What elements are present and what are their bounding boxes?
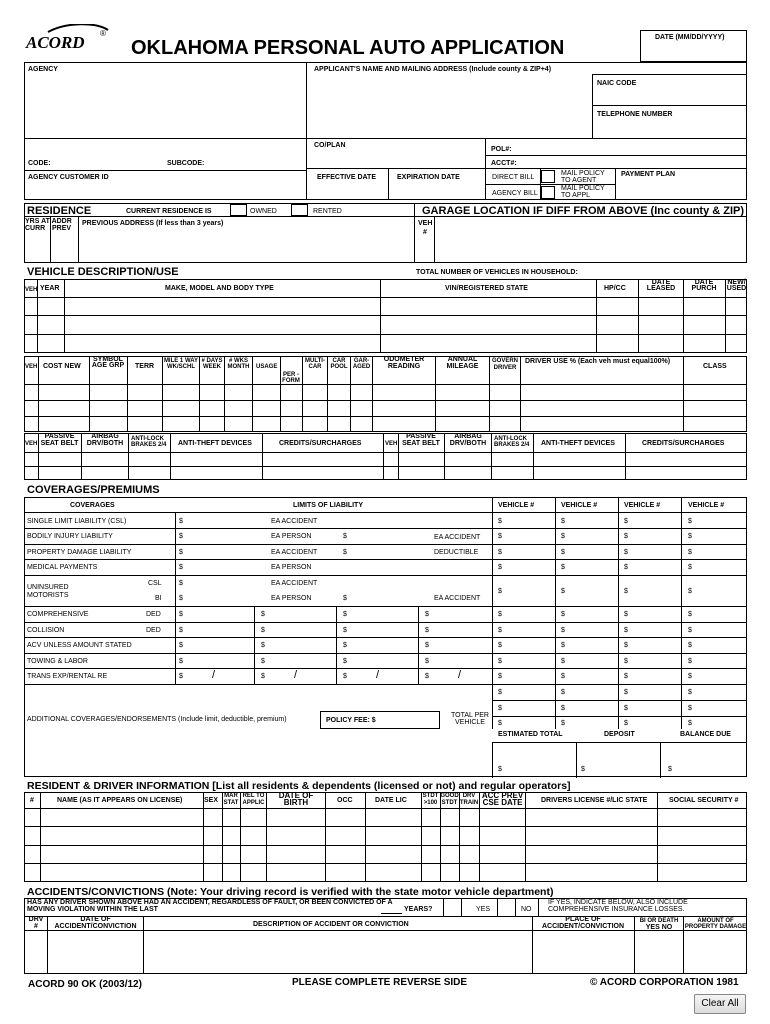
coverages-title: COVERAGES/PREMIUMS (27, 484, 160, 496)
vehicle-premium-dollar: $ (561, 533, 565, 540)
passive2-col-label: PASSIVE SEAT BELT (402, 433, 440, 447)
coverage-row-trans: TRANS EXP/RENTAL RE (27, 673, 108, 680)
agency-bill-label[interactable]: AGENCY BILL (492, 190, 538, 197)
trans-slash: / (294, 669, 298, 681)
vehicle-premium-dollar: $ (688, 658, 692, 665)
vehicle-premium-dollar: $ (498, 673, 502, 680)
antitheft2-col-label: ANTI-THEFT DEVICES (541, 440, 615, 447)
vin-col-label: VIN/REGISTERED STATE (445, 285, 528, 292)
limit-dollar: $ (425, 658, 429, 665)
drv-num-col-label: DRV # (28, 916, 44, 930)
amount-col-label: AMOUNT OF PROPERTY DAMAGE (684, 918, 747, 931)
terr-col-label: TERR (135, 363, 155, 370)
logo-registered-mark: ® (100, 29, 106, 38)
agency-bill-checkbox[interactable] (541, 186, 555, 199)
limits-col-label: LIMITS OF LIABILITY (293, 502, 363, 509)
naic-label: NAIC CODE (597, 80, 637, 87)
passive-col-label: PASSIVE SEAT BELT (40, 433, 79, 447)
veh2-col-label: VEH (25, 364, 38, 370)
airbag-col-label: AIRBAG DRV/BOTH (86, 433, 124, 447)
vehicle-premium-dollar: $ (561, 564, 565, 571)
vehicle-premium-dollar: $ (498, 611, 502, 618)
limit-dollar: $ (179, 595, 183, 602)
vehicle-premium-dollar: $ (498, 533, 502, 540)
govern-col-label: GOVERN DRIVER (491, 358, 518, 371)
previous-address-label: PREVIOUS ADDRESS (If less than 3 years) (82, 220, 224, 227)
applicant-label: APPLICANT'S NAME AND MAILING ADDRESS (Include county & ZIP+4) (314, 66, 552, 73)
ea-accident-bi: EA ACCIDENT (434, 534, 481, 541)
limit-dollar: $ (425, 611, 429, 618)
limit-dollar: $ (261, 673, 265, 680)
coplan-label: CO/PLAN (314, 142, 346, 149)
acc-date-col-label: DATE OF ACCIDENT/CONVICTION (54, 916, 137, 930)
limit-dollar: $ (179, 564, 183, 571)
vehicle-premium-dollar: $ (624, 533, 628, 540)
credits-col-label: CREDITS/SURCHARGES (279, 440, 362, 447)
drv-train-col-label: DRV TRAIN (459, 793, 479, 806)
coverage-row-um: UNINSURED MOTORISTS (27, 584, 69, 600)
total-per-vehicle-label: TOTAL PER VEHICLE (451, 712, 489, 726)
class-col-label: CLASS (703, 363, 727, 370)
vehicle-premium-dollar: $ (561, 518, 565, 525)
vehicle-premium-dollar: $ (688, 642, 692, 649)
year-col-label: YEAR (40, 285, 60, 292)
vehicle-premium-dollar: $ (624, 627, 628, 634)
mar-stat-col-label: MAR STAT (223, 793, 239, 806)
vehicle-premium-dollar: $ (688, 588, 692, 595)
vehicle-premium-dollar: $ (498, 564, 502, 571)
limit-dollar: $ (179, 658, 183, 665)
stdt-col-label: STDT >100 (422, 793, 439, 806)
veh3-col-label: VEH (25, 441, 38, 447)
expiration-date-label: EXPIRATION DATE (397, 174, 460, 181)
balance-due-label: BALANCE DUE (680, 731, 731, 738)
vehicle-premium-dollar: $ (688, 533, 692, 540)
vehicle-premium-dollar: $ (498, 588, 502, 595)
coverage-row-bi: BODILY INJURY LIABILITY (27, 533, 113, 540)
date-leased-col-label: DATE LEASED (646, 279, 676, 293)
vehicle-premium-dollar: $ (624, 564, 628, 571)
days-col-label: # DAYS WEEK (201, 358, 223, 370)
veh-col-label: VEH (25, 287, 38, 293)
copyright: © ACORD CORPORATION 1981 (590, 977, 739, 988)
bi-death-col-label: BI OR DEATH (639, 918, 679, 924)
limit-dollar: $ (179, 580, 183, 587)
antitheft-col-label: ANTI-THEFT DEVICES (178, 440, 252, 447)
trans-slash: / (458, 669, 462, 681)
current-residence-label: CURRENT RESIDENCE IS (126, 208, 212, 215)
additional-coverages-label: ADDITIONAL COVERAGES/ENDORSEMENTS (Include limit, deductible, premium) (27, 716, 287, 723)
acord-logo (26, 30, 110, 52)
vehicle-premium-dollar: $ (498, 705, 502, 712)
vehicle-premium-dollar: $ (624, 689, 628, 696)
vehicle-premium-dollar: $ (498, 627, 502, 634)
date-lic-col-label: DATE LIC (375, 797, 407, 804)
ssn-col-label: SOCIAL SECURITY # (669, 797, 739, 804)
symbol-col-label: SYMBOL AGE GRP (91, 356, 125, 370)
vehicle-premium-dollar: $ (498, 720, 502, 727)
vehicle-premium-dollar: $ (688, 564, 692, 571)
page-title: OKLAHOMA PERSONAL AUTO APPLICATION (131, 37, 565, 59)
yrs-at-addr-label: YRS AT ADDR (25, 218, 72, 225)
csl-label: CSL (148, 580, 162, 587)
vehicle-premium-dollar: $ (561, 611, 565, 618)
vehicle-premium-dollar: $ (498, 658, 502, 665)
vehicle-premium-dollar: $ (561, 720, 565, 727)
residence-title: RESIDENCE (27, 205, 92, 217)
yes-label: YES (476, 906, 491, 913)
coverage-row-med: MEDICAL PAYMENTS (27, 564, 98, 571)
telephone-label: TELEPHONE NUMBER (597, 111, 673, 118)
limit-dollar: $ (343, 627, 347, 634)
payment-plan-label: PAYMENT PLAN (621, 171, 676, 178)
vehicle-premium-dollar: $ (561, 705, 565, 712)
agency-input[interactable] (26, 74, 304, 136)
vehicle-premium-dollar: $ (624, 658, 628, 665)
vehicle2-col-label: VEHICLE # (561, 502, 598, 509)
customer-id-label: AGENCY CUSTOMER ID (28, 174, 109, 181)
ea-person-med: EA PERSON (271, 564, 312, 571)
ea-person-bi: EA PERSON (271, 533, 312, 540)
limit-dollar: $ (179, 533, 183, 540)
limit-dollar: $ (343, 642, 347, 649)
pol-label: POL#: (491, 146, 512, 153)
policy-fee-label: POLICY FEE: $ (326, 717, 376, 724)
garage-veh-num-label: # (423, 229, 427, 236)
antilock2-col-label: ANTI-LOCK BRAKES 2/4 (494, 436, 530, 449)
limit-dollar: $ (343, 658, 347, 665)
owned-checkbox[interactable] (230, 204, 247, 216)
estimated-total-dollar: $ (498, 766, 502, 773)
limit-dollar: $ (425, 642, 429, 649)
mail-appl-label[interactable]: MAIL POLICY TO APPL (561, 185, 605, 199)
deposit-label: DEPOSIT (604, 731, 635, 738)
total-vehicles-label: TOTAL NUMBER OF VEHICLES IN HOUSEHOLD: (416, 269, 578, 276)
balance-due-dollar: $ (668, 766, 672, 773)
ea-accident-pd: EA ACCIDENT (271, 549, 318, 556)
prev-label: PREV (52, 225, 72, 232)
ea-accident-um: EA ACCIDENT (271, 580, 318, 587)
acc-place-col-label: PLACE OF ACCIDENT/CONVICTION (541, 916, 625, 930)
vehicle-premium-dollar: $ (561, 673, 565, 680)
coverage-row-csl: SINGLE LIMIT LIABILITY (CSL) (27, 518, 127, 525)
rented-checkbox[interactable] (291, 204, 308, 216)
limit-dollar: $ (179, 642, 183, 649)
veh4-col-label: VEH (385, 441, 398, 447)
annual-col-label: ANNUAL MILEAGE (446, 356, 479, 370)
garaged-col-label: GAR- AGED (352, 358, 371, 370)
vehicle-premium-dollar: $ (498, 518, 502, 525)
vehicle-premium-dollar: $ (688, 518, 692, 525)
limit-dollar: $ (343, 595, 347, 602)
limit-dollar: $ (179, 518, 183, 525)
date-purch-col-label: DATE PURCH (691, 279, 717, 293)
accidents-question: HAS ANY DRIVER SHOWN ABOVE HAD AN ACCIDENT, REGARDLESS OF FAULT, OR BEEN CONVICTED OF A MOVING VIOLATION WITHIN THE LAST (27, 899, 393, 914)
usage-col-label: USAGE (256, 364, 278, 370)
limit-dollar: $ (425, 673, 429, 680)
estimated-total-label: ESTIMATED TOTAL (498, 731, 563, 738)
vehicle-premium-dollar: $ (498, 689, 502, 696)
vehicle-premium-dollar: $ (624, 705, 628, 712)
acc-prev-col-label: ACC PREV CSE DATE (481, 791, 524, 808)
ea-accident-csl: EA ACCIDENT (271, 518, 318, 525)
limit-dollar: $ (425, 627, 429, 634)
sex-col-label: SEX (204, 797, 219, 804)
cost-new-col-label: COST NEW (43, 363, 81, 370)
mail-agent-label[interactable]: MAIL POLICY TO AGENT (561, 170, 605, 184)
deductible-pd: DEDUCTIBLE (434, 549, 479, 556)
acct-label: ACCT#: (491, 160, 517, 167)
new-used-col-label: NEW/ USED (726, 279, 747, 293)
coverage-row-comp: COMPREHENSIVE (27, 611, 89, 618)
vehicle-premium-dollar: $ (561, 642, 565, 649)
vehicle-premium-dollar: $ (561, 658, 565, 665)
vehicle-premium-dollar: $ (688, 673, 692, 680)
subcode-label: SUBCODE: (167, 160, 205, 167)
limit-dollar: $ (179, 549, 183, 556)
vehicle-premium-dollar: $ (688, 689, 692, 696)
occ-col-label: OCC (337, 797, 353, 804)
odometer-col-label: ODOMETER READING (383, 356, 425, 370)
agency-label: AGENCY (28, 66, 58, 73)
drivers-title: RESIDENT & DRIVER INFORMATION [List all residents & dependents (licensed or not) and regular operators] (27, 780, 571, 792)
if-yes-label: IF YES, INDICATE BELOW, ALSO INCLUDE COMPREHENSIVE INSURANCE LOSSES. (548, 899, 688, 913)
limit-dollar: $ (179, 611, 183, 618)
limit-dollar: $ (261, 642, 265, 649)
reverse-note: PLEASE COMPLETE REVERSE SIDE (292, 977, 468, 988)
vehicle-premium-dollar: $ (688, 611, 692, 618)
limit-dollar: $ (261, 658, 265, 665)
ded-comp-label: DED (146, 611, 161, 618)
accidents-title: ACCIDENTS/CONVICTIONS (Note: Your driving record is verified with the state motor vehicle department) (27, 886, 554, 898)
direct-bill-label[interactable]: DIRECT BILL (492, 174, 535, 181)
vehicle1-col-label: VEHICLE # (498, 502, 535, 509)
garage-veh-label: VEH (418, 220, 433, 227)
limit-dollar: $ (261, 611, 265, 618)
rel-col-label: REL TO APPLIC (242, 793, 265, 806)
form-number: ACORD 90 OK (2003/12) (28, 979, 142, 990)
garage-location-title: GARAGE LOCATION IF DIFF FROM ABOVE (Inc county & ZIP) (422, 205, 745, 217)
vehicle-premium-dollar: $ (624, 518, 628, 525)
trans-slash: / (212, 669, 216, 681)
date-label: DATE (MM/DD/YYYY) (655, 34, 725, 41)
good-stdt-col-label: GOOD STDT (440, 793, 459, 806)
mile-col-label: MILE 1 WAY WK/SCHL (163, 358, 199, 370)
acc-description-col-label: DESCRIPTION OF ACCIDENT OR CONVICTION (253, 921, 409, 928)
vehicle-premium-dollar: $ (561, 588, 565, 595)
wks-col-label: # WKS MONTH (227, 358, 250, 370)
limit-dollar: $ (261, 627, 265, 634)
vehicle3-col-label: VEHICLE # (624, 502, 661, 509)
limit-dollar: $ (179, 673, 183, 680)
applicant-input[interactable] (308, 74, 590, 138)
vehicle-premium-dollar: $ (624, 588, 628, 595)
perform-col-label: PER - FORM (282, 372, 300, 384)
years-label: YEARS? (404, 906, 433, 913)
limit-dollar: $ (343, 673, 347, 680)
ded-coll-label: DED (146, 627, 161, 634)
vehicle-premium-dollar: $ (561, 549, 565, 556)
vehicle-premium-dollar: $ (498, 549, 502, 556)
trans-slash: / (376, 669, 380, 681)
effective-date-label: EFFECTIVE DATE (317, 174, 376, 181)
yes-no-col-label: YES NO (645, 924, 673, 931)
coverage-row-towing: TOWING & LABOR (27, 658, 88, 665)
limit-dollar: $ (343, 549, 347, 556)
dob-col-label: DATE OF BIRTH (278, 791, 314, 808)
vehicle-premium-dollar: $ (688, 627, 692, 634)
vehicle-premium-dollar: $ (624, 642, 628, 649)
hp-col-label: HP/CC (604, 285, 626, 292)
coverage-row-coll: COLLISION (27, 627, 65, 634)
multicar-col-label: MULTI- CAR (305, 358, 325, 370)
curr-label: CURR (25, 225, 46, 232)
driver-use-col-label: DRIVER USE % (Each veh must equal100%) (525, 358, 671, 365)
code-label: CODE: (28, 160, 51, 167)
direct-bill-checkbox[interactable] (541, 170, 555, 183)
vehicle4-col-label: VEHICLE # (688, 502, 725, 509)
ea-person-um: EA PERSON (271, 595, 312, 602)
make-col-label: MAKE, MODEL AND BODY TYPE (165, 285, 274, 292)
carpool-col-label: CAR POOL (330, 358, 348, 370)
ea-accident-um2: EA ACCIDENT (434, 595, 481, 602)
clear-all-button[interactable]: Clear All (694, 994, 746, 1014)
vehicle-premium-dollar: $ (688, 549, 692, 556)
vehicle-premium-dollar: $ (624, 720, 628, 727)
vehicle-premium-dollar: $ (561, 689, 565, 696)
vehicle-title: VEHICLE DESCRIPTION/USE (27, 266, 179, 278)
limit-dollar: $ (179, 627, 183, 634)
credits2-col-label: CREDITS/SURCHARGES (642, 440, 725, 447)
no-label: NO (521, 906, 532, 913)
license-col-label: DRIVERS LICENSE #/LIC STATE (541, 797, 648, 804)
logo-text: ACORD (26, 33, 85, 52)
vehicle-premium-dollar: $ (561, 627, 565, 634)
airbag2-col-label: AIRBAG DRV/BOTH (449, 433, 487, 447)
antilock-col-label: ANTI-LOCK BRAKES 2/4 (131, 436, 167, 449)
limit-dollar: $ (343, 611, 347, 618)
coverages-col-label: COVERAGES (70, 502, 115, 509)
coverage-row-pd: PROPERTY DAMAGE LIABILITY (27, 549, 132, 556)
vehicle-premium-dollar: $ (624, 549, 628, 556)
drivers-table (24, 792, 747, 882)
deposit-dollar: $ (581, 766, 585, 773)
vehicle-premium-dollar: $ (624, 611, 628, 618)
vehicle-premium-dollar: $ (498, 642, 502, 649)
bi-label: BI (155, 595, 162, 602)
yes-checkbox[interactable] (444, 899, 460, 915)
vehicle-premium-dollar: $ (688, 705, 692, 712)
driver-name-col-label: NAME (AS IT APPEARS ON LICENSE) (57, 797, 183, 804)
vehicle-premium-dollar: $ (624, 673, 628, 680)
coverage-row-acv: ACV UNLESS AMOUNT STATED (27, 642, 132, 649)
vehicle-premium-dollar: $ (688, 720, 692, 727)
no-checkbox[interactable] (498, 899, 514, 915)
limit-dollar: $ (343, 533, 347, 540)
owned-label: OWNED (250, 208, 277, 215)
driver-num-col-label: # (30, 797, 34, 804)
rented-label: RENTED (313, 208, 342, 215)
